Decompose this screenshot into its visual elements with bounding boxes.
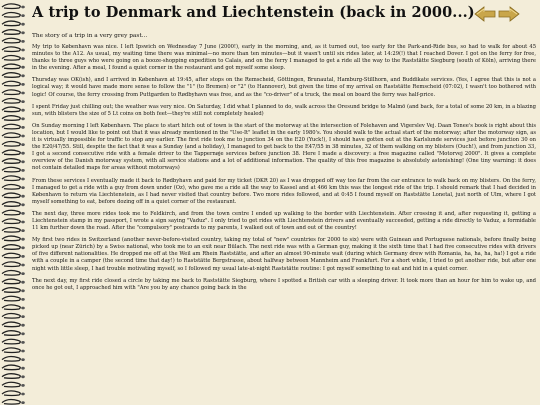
paragraph-6: The next day, three more rides took me to Feldkirch, and from the town centre I ended up walking to the border with Liechtenstein. After crossing it and, after requesting it, getting a Liechtenstein stamp in my passport, I wrote a sign saying "Vaduz". I only tried to get rides with Liechtenstein drivers and eventually succeeded, getting a ride directly to Vaduz, a formidable 11 km further down the road. After the "compulsory" postcards to my parents, I walked out of town and out of the country! bbox=[32, 210, 536, 232]
binding-ring bbox=[2, 382, 25, 387]
binding-ring bbox=[2, 339, 25, 344]
binding-ring bbox=[2, 184, 25, 189]
binding-ring bbox=[2, 348, 25, 353]
binding-ring bbox=[2, 116, 25, 121]
spiral-binding bbox=[0, 0, 28, 405]
binding-ring bbox=[2, 236, 25, 241]
gold-right-arrow-icon[interactable] bbox=[498, 6, 520, 22]
binding-ring bbox=[2, 313, 25, 318]
navigation-arrows bbox=[474, 6, 520, 22]
binding-ring bbox=[2, 391, 25, 396]
binding-ring bbox=[2, 202, 25, 207]
gold-left-arrow-icon[interactable] bbox=[474, 6, 496, 22]
article-body bbox=[32, 44, 536, 292]
binding-ring bbox=[2, 124, 25, 129]
binding-ring bbox=[2, 176, 25, 181]
binding-ring bbox=[2, 270, 25, 275]
binding-ring bbox=[2, 296, 25, 301]
binding-ring bbox=[2, 150, 25, 155]
binding-ring bbox=[2, 81, 25, 86]
binding-ring bbox=[2, 167, 25, 172]
paragraph-5: From these services I eventually made it back to Rødbyhavn and paid for my ticket (DKR 20) as I was dropped off way too far from the car entrance to walk back on my blisters. On the ferry, I managed to get a ride with a guy from down under (Oz), who gave me a ride all the way to Kassel and at 466 km this was the longest ride of the trip. I should remark that I had decided in København to return via Liechtenstein, as I had never visited that country before. Two more rides followed, and at 0:45 I found myself on Raststätte Lonetal, just north of Ulm, where I got myself something to eat, before dozing off in a quiet corner of the restaurant. bbox=[32, 177, 536, 205]
binding-ring bbox=[2, 141, 25, 146]
binding-ring bbox=[2, 288, 25, 293]
binding-ring bbox=[2, 356, 25, 361]
binding-ring bbox=[2, 47, 25, 52]
binding-ring bbox=[2, 210, 25, 215]
paragraph-2: Thursday was OK(ish), and I arrived in København at 19:45, after stops on the Remscheid, Göttingen, Brunautal, Hamburg-Stillhorn, and Buddikate services. (Yes, I agree that this is not a logical way; it would have made more sense to follow the "1" (to Bremen) or "2" (to Hannover), but given the time of my arrival on Raststätte Remscheid (07:02), I wasn't too bothered with logic! Of course, the ferry crossing from Puttgarden to Rødbyhavn was free, and as the "co-driver" of a truck, the meal on board the ferry was half-price. bbox=[32, 77, 536, 98]
paragraph-1: My trip to København was nice. I left Ipswich on Wednesday 7 June (2000!), early in the morning, and, as it turned out, too early for the Park-and-Ride bus, so had to walk for about 45 minutes to the A12. As usual, my waiting time there was minimal—no more than ten minutes—but it wasn't until six rides later, at 14:29(!) that I reached Dover. I got on the ferry for free, thanks to three guys who were going on a booze-shopping expedition to Calais, and on the ferry I managed to get a ride all the way to the Raststätte Siegburg (south of Köln), arriving there in the evening. After a meal, I found a quiet corner in the restaurant and got myself some sleep. bbox=[32, 44, 536, 72]
binding-ring bbox=[2, 107, 25, 112]
binding-ring bbox=[2, 133, 25, 138]
binding-ring bbox=[2, 245, 25, 250]
binding-ring bbox=[2, 219, 25, 224]
binding-ring bbox=[2, 21, 25, 26]
binding-ring bbox=[2, 374, 25, 379]
binding-ring bbox=[2, 98, 25, 103]
paragraph-8: The next day, my first ride closed a circle by taking me back to Raststätte Siegburg, where I spotted a British car with a sleeping driver. It took more than an hour for him to wake up, and once he got out, I approached him with "Are you by any chance going back in the bbox=[32, 277, 536, 291]
article-page bbox=[32, 0, 536, 405]
paragraph-3: I spent Friday just chilling out; the weather was very nice. On Saturday, I did what I planned to do, walk across the Oresund bridge to Malmö (and back, for a total of some 20 km, in a blazing sun, with blisters the size of 5 Lt coins on both feet—they're still not completely healed) bbox=[32, 103, 536, 117]
binding-ring bbox=[2, 193, 25, 198]
binding-ring bbox=[2, 399, 25, 404]
binding-ring bbox=[2, 305, 25, 310]
binding-ring bbox=[2, 55, 25, 60]
paragraph-7: My first two rides in Switzerland (another never-before-visited country, taking my total of "new" countries for 2000 to six) were with Guinean and Portuguese nationals, before finally being picked up (near Zürich) by a Swiss national, who took me to an exit near Bülach. The next ride was with a German guy, making it the sixth time that I had five consecutive rides with drivers of five different nationalities. He dropped me off at the Weil am Rhein Raststätte, and after an almost 90-minute wait (during which Germany drew with Romania, ha, ha, ha, ha!) I got a ride with a couple in a camper (the second time that day!) to Raststätte Bergstrasse, about halfway between Mannheim and Frankfurt. For a short while, I tried to get another ride, but after one night with little sleep, I had trouble motivating myself, so I followed my usual late-at-night Raststätte routine: I got myself something to eat and hid in a quiet corner. bbox=[32, 237, 536, 272]
binding-ring bbox=[2, 253, 25, 258]
page-title: A trip to Denmark and Liechtenstein (back in 2000...) bbox=[32, 4, 475, 21]
binding-ring bbox=[2, 12, 25, 17]
binding-ring bbox=[2, 279, 25, 284]
binding-ring bbox=[2, 331, 25, 336]
binding-ring bbox=[2, 227, 25, 232]
binding-ring bbox=[2, 30, 25, 35]
binding-ring bbox=[2, 262, 25, 267]
page-header bbox=[32, 4, 536, 30]
binding-ring bbox=[2, 159, 25, 164]
binding-ring bbox=[2, 64, 25, 69]
binding-ring bbox=[2, 90, 25, 95]
intro-line: The story of a trip in a very grey past... bbox=[32, 33, 148, 39]
paragraph-4: On Sunday morning I left København. The place to start hitch out of town is the start of the motorway at the intersection of Folehaven and Vigerslev Vej. Daan Tonee's book is right about this location, but I would like to point out that it was already mentioned in the "Use-It" leaflet in the early 1980's. You should walk to the actual start of the motorway; after the motorway sign, as it is virtually impossible for traffic to stop any earlier. The first ride took me to junction 34 on the E20 (Yuck!), I should have gotten out at the Karlslunde services just before junction 30 on the E20/47/55. Still, despite the fact that it was a Sunday (and a holiday), I managed to get back to the E47/55 in 38 minutes, 32 of them walking on my blisters (Ouch!), and from junction 33, I got a second consecutive ride with a female driver to the Tappernøje services before junction 38. Here I made a discovery: a free magazine called "Motorvej 2000". It gives a complete overview of the Danish motorway system, with all service stations and a lot of additional information. The quality of this free magazine is absolutely astonishing! (One tiny warning: it does not contain detailed maps for areas without motorways) bbox=[32, 122, 536, 172]
spiral-binding-rings bbox=[0, 0, 28, 405]
binding-ring bbox=[2, 73, 25, 78]
binding-ring bbox=[2, 4, 25, 9]
binding-ring bbox=[2, 38, 25, 43]
binding-ring bbox=[2, 365, 25, 370]
binding-ring bbox=[2, 322, 25, 327]
